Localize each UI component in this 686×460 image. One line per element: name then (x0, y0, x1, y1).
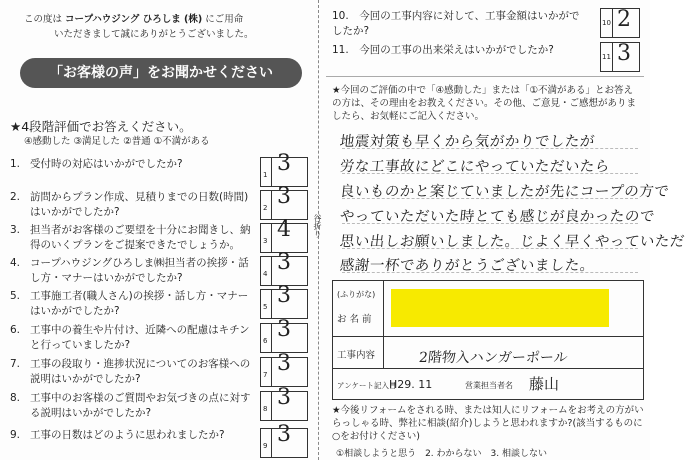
box-number: 4 (263, 270, 268, 278)
box-number: 6 (263, 337, 268, 345)
question-number: 2. (10, 191, 21, 203)
handwritten-comment-line: 地震対策も早くから気がかりでしたが (339, 134, 596, 150)
question-text: 工事の段取り・進捗状況についてのお客様への説明はいかがでしたか? (30, 358, 251, 385)
box-number: 9 (263, 442, 268, 450)
handwritten-answer: 3 (277, 351, 291, 376)
job-value: 2階物入ハンガーポール (418, 350, 569, 366)
handwritten-comment-line: 労な工事故にどこにやっていただいたら (339, 159, 611, 175)
handwritten-answer: 3 (277, 422, 291, 447)
handwritten-comment-line: 感謝一杯でありがとうございました。 (339, 258, 596, 274)
handwritten-answer: 2 (617, 7, 631, 32)
job-label: 工事内容 (337, 350, 376, 361)
question-text: 工事施工者(職人さん)の挨拶・話し方・マナーはいかがでしたか? (30, 290, 249, 317)
answer-box[interactable] (600, 42, 640, 72)
question-number: 5. (10, 290, 21, 302)
question-text: 受付時の対応はいかがでしたか? (30, 158, 183, 170)
answer-box[interactable] (260, 250, 308, 286)
handwritten-comment-line: 良いものかと案じていましたが先にコープの方で (339, 184, 670, 200)
answer-box[interactable] (260, 422, 308, 458)
question-number: 1. (10, 158, 21, 170)
handwritten-answer: 3 (617, 41, 631, 66)
handwritten-answer: 4 (277, 217, 291, 242)
rating-legend: ④感動した ③満足した ②普通 ①不満がある (24, 136, 210, 147)
redacted-name (391, 289, 609, 327)
box-number: 1 (263, 171, 268, 179)
question-text: 11. 今回の工事の出来栄えはいかがでしたか? (332, 44, 554, 56)
handwritten-comment-line: 思い出しお願いしました。じよく早くやっていただ (339, 234, 686, 250)
furigana-label: (ふりがな) (337, 290, 376, 299)
question-text: 10. 今回の工事内容に対して、工事金額はいかがでしたか? (332, 10, 580, 37)
intro-line1-pre: この度は (24, 14, 63, 25)
referral-choices[interactable]: ①相談しようと思う 2. わからない 3. 相談しない (336, 449, 547, 459)
handwritten-answer: 3 (277, 184, 291, 209)
customer-info-table (332, 280, 644, 400)
question-text: 担当者がお客様のご要望を十分にお聞きし、納得のいくプランをご提案できたでしょうか。 (30, 224, 251, 251)
handwritten-answer: 3 (277, 151, 291, 176)
answer-box[interactable] (260, 151, 308, 187)
question-text: コープハウジングひろしま㈱担当者の挨拶・話し方・マナーはいかがでしたか? (30, 257, 249, 284)
question-text: 訪問からプラン作成、見積りまでの日数(時間)はいかがでしたか? (30, 191, 249, 218)
answer-box[interactable] (260, 351, 308, 387)
box-number: 2 (263, 204, 268, 212)
box-number: 11 (602, 53, 611, 61)
handwritten-answer: 3 (277, 317, 291, 342)
answer-box[interactable] (260, 184, 308, 220)
survey-date: H29. 11 (389, 378, 433, 391)
handwritten-comment-line: やっていただいた時とても感じが良かったので (339, 209, 656, 225)
intro-line2: いただきまして誠にありがとうございました。 (54, 29, 254, 40)
company-name: コープハウジング ひろしま (株) (65, 14, 203, 25)
customer-voice-banner: 「お客様の声」をお聞かせください (20, 58, 302, 88)
box-number: 7 (263, 371, 268, 379)
name-label: お 名 前 (337, 314, 372, 325)
handwritten-answer: 3 (277, 250, 291, 275)
question-number: 6. (10, 324, 21, 336)
rating-title: ★4段階評価でお答えください。 (10, 119, 192, 134)
staff-name: 藤山 (529, 375, 560, 393)
column-divider (383, 281, 384, 369)
question-number: 7. (10, 358, 21, 370)
survey-date-label: アンケート記入日 (337, 381, 397, 390)
box-number: 3 (263, 237, 268, 245)
question-number: 3. (10, 224, 21, 236)
question-text: 工事の日数はどのように思われましたか? (30, 429, 225, 441)
answer-box[interactable] (260, 385, 308, 421)
answer-box[interactable] (260, 283, 308, 319)
question-number: 4. (10, 257, 21, 269)
question-text: 工事中のお客様のご質問やお気づきの点に対する説明はいかがでしたか? (30, 392, 251, 419)
fold-label: 谷折り (313, 214, 322, 238)
box-number: 10 (602, 19, 611, 27)
question-number: 9. (10, 429, 21, 441)
handwritten-answer: 3 (277, 385, 291, 410)
intro-line1-post: にご用命 (205, 14, 244, 25)
answer-box[interactable] (260, 317, 308, 353)
question-number: 8. (10, 392, 21, 404)
question-text: 工事中の養生や片付け、近隣への配慮はキチンと行っていましたか? (30, 324, 250, 351)
intro-text (24, 12, 304, 42)
answer-box[interactable] (260, 217, 308, 253)
staff-label: 営業担当者名 (465, 381, 513, 390)
answer-box[interactable] (600, 8, 640, 38)
comment-prompt: ★今回のご評価の中で「④感動した」または「①不満がある」とお答えの方は、その理由をお教えください。その他、ご意見・ご感想がありましたら、お気軽にご記入ください。 (332, 85, 637, 122)
box-number: 8 (263, 405, 268, 413)
handwritten-answer: 3 (277, 283, 291, 308)
referral-question: ★今後リフォームをされる時、または知人にリフォームをお考えの方がいらっしゃる時、弊社に相談(紹介)しようと思われますか?(該当するものに○をお付けください) (332, 405, 644, 442)
box-number: 5 (263, 303, 268, 311)
